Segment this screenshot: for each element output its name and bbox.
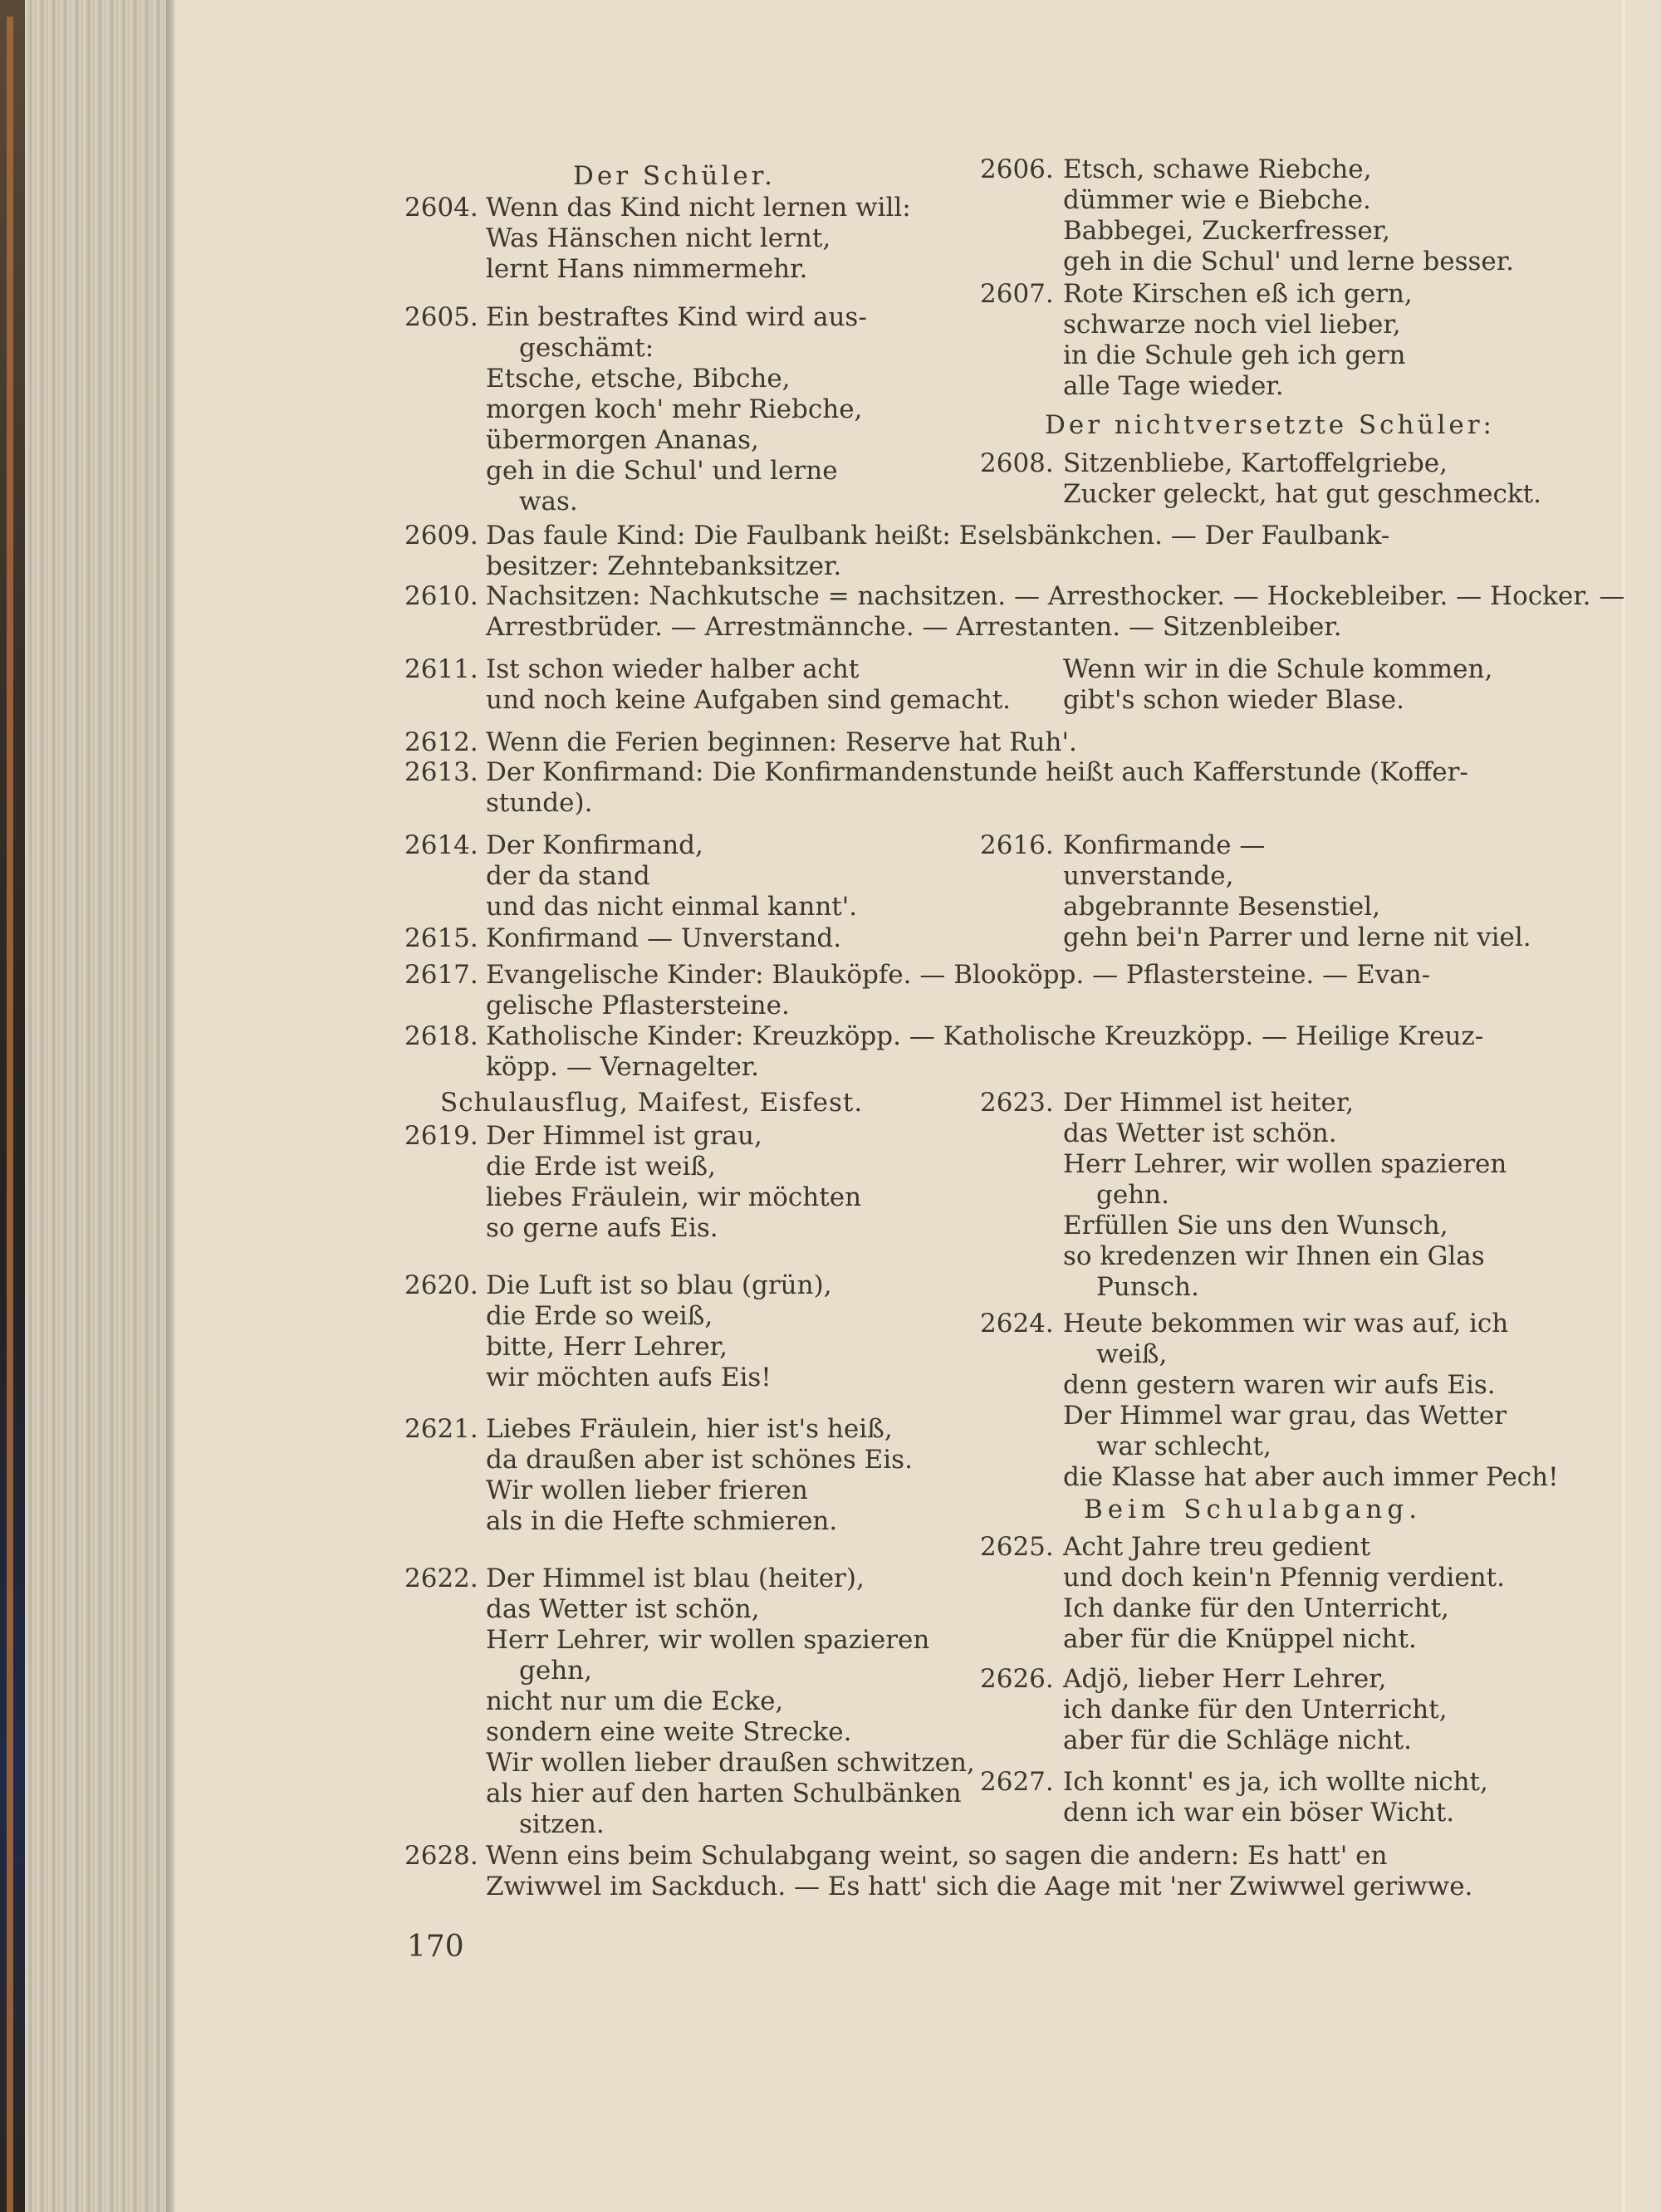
verse-line: was. [519, 487, 578, 516]
verse-line: sondern eine weite Strecke. [486, 1717, 852, 1747]
page-stack-edge [25, 0, 173, 2212]
verse-line: übermorgen Ananas, [486, 425, 759, 455]
verse-line: ich danke für den Unterricht, [1063, 1695, 1448, 1725]
prose-line: Das faule Kind: Die Faulbank heißt: Eselsbänkchen. — Der Faulbank- [486, 521, 1390, 551]
verse-line: Babbegei, Zuckerfresser, [1063, 216, 1390, 246]
verse-line: lernt Hans nimmermehr. [486, 254, 808, 284]
verse-line: geh in die Schul' und lerne besser. [1063, 247, 1515, 276]
entry-text [486, 1121, 861, 1244]
verse-line: Acht Jahre treu gedient [1063, 1532, 1371, 1562]
entry-number: 2619. [404, 1121, 478, 1151]
verse-line: und noch keine Aufgaben sind gemacht. [486, 685, 1012, 715]
entry-text [486, 1414, 913, 1537]
verse-line: wir möchten aufs Eis! [486, 1363, 772, 1392]
verse-line: da draußen aber ist schönes Eis. [486, 1445, 913, 1475]
entry-number: 2605. [404, 302, 478, 332]
verse-line: Was Hänschen nicht lernt, [486, 223, 831, 253]
verse-line: Adjö, lieber Herr Lehrer, [1063, 1664, 1387, 1694]
verse-line: Ich konnt' es ja, ich wollte nicht, [1063, 1767, 1488, 1797]
heading-der-schueler: Der Schüler. [573, 161, 776, 191]
entry-number: 2608. [980, 448, 1054, 478]
verse-line: Ich danke für den Unterricht, [1063, 1593, 1449, 1623]
entry-text [1063, 1309, 1559, 1493]
verse-line: in die Schule geh ich gern [1063, 340, 1406, 370]
verse-line: Wir wollen lieber frieren [486, 1475, 808, 1505]
page-number: 170 [407, 1930, 464, 1964]
entry-number: 2625. [980, 1532, 1054, 1562]
verse-line: bitte, Herr Lehrer, [486, 1332, 728, 1362]
verse-line: Etsche, etsche, Bibche, [486, 364, 791, 394]
verse-line: die Erde so weiß, [486, 1301, 713, 1331]
heading-nichtversetzt: Der nichtversetzte Schüler: [1045, 410, 1495, 440]
prose-line: Wenn eins beim Schulabgang weint, so sagen die andern: Es hatt' en [486, 1841, 1388, 1871]
entry-number: 2628. [404, 1841, 478, 1871]
entry-text [486, 581, 1624, 643]
entry-number: 2623. [980, 1088, 1054, 1118]
entry-number: 2626. [980, 1664, 1054, 1694]
entry-number: 2609. [404, 521, 478, 551]
verse-line: Der Himmel ist grau, [486, 1121, 762, 1151]
verse-line: Heute bekommen wir was auf, ich [1063, 1309, 1509, 1338]
heading-schulausflug: Schulausflug, Maifest, Eisfest. [440, 1088, 864, 1118]
verse-line: Herr Lehrer, wir wollen spazieren [486, 1625, 930, 1655]
entry-text [1063, 830, 1531, 953]
entry-number: 2622. [404, 1564, 478, 1593]
entry-number: 2616. [980, 830, 1054, 860]
prose-line: gelische Pflastersteine. [486, 991, 790, 1020]
verse-line: so gerne aufs Eis. [486, 1213, 718, 1243]
entry-number: 2611. [404, 654, 478, 684]
verse-line: abgebrannte Besenstiel, [1063, 892, 1380, 922]
verse-line: nicht nur um die Ecke, [486, 1686, 784, 1716]
verse-line: als hier auf den harten Schulbänken [486, 1779, 962, 1808]
verse-line: Liebes Fräulein, hier ist's heiß, [486, 1414, 893, 1444]
prose-line: Zwiwwel im Sackduch. — Es hatt' sich die Aage mit 'ner Zwiwwel geriwwe. [486, 1872, 1473, 1901]
entry-text-right [1063, 654, 1492, 716]
verse-line: dümmer wie e Biebche. [1063, 185, 1371, 215]
entry-text [486, 193, 911, 285]
verse-line: die Klasse hat aber auch immer Pech! [1063, 1462, 1559, 1492]
verse-line: gehn bei'n Parrer und lerne nit viel. [1063, 922, 1531, 952]
prose-line: Der Konfirmand: Die Konfirmandenstunde heißt auch Kafferstunde (Koffer- [486, 757, 1468, 787]
entry-number: 2604. [404, 193, 478, 223]
verse-line: war schlecht, [1096, 1431, 1271, 1461]
verse-line: Etsch, schawe Riebche, [1063, 154, 1372, 184]
entry-number: 2613. [404, 757, 478, 787]
verse-line: Wenn wir in die Schule kommen, [1063, 654, 1493, 684]
verse-line: Herr Lehrer, wir wollen spazieren [1063, 1149, 1507, 1179]
entry-number: 2614. [404, 830, 478, 860]
entry-number: 2627. [980, 1767, 1054, 1797]
verse-line: Der Konfirmand, [486, 830, 703, 860]
entry-number: 2615. [404, 923, 478, 953]
verse-line: Ein bestraftes Kind wird aus- [486, 302, 867, 332]
entry-text [1063, 279, 1413, 402]
verse-line: sitzen. [519, 1809, 605, 1839]
entry-text [486, 960, 1430, 1021]
verse-line: Punsch. [1096, 1272, 1199, 1302]
verse-line: Wenn das Kind nicht lernen will: [486, 193, 911, 223]
entry-number: 2612. [404, 727, 478, 757]
verse-line: Der Himmel war grau, das Wetter [1063, 1401, 1507, 1431]
verse-line: aber für die Schläge nicht. [1063, 1725, 1412, 1755]
verse-line: Der Himmel ist heiter, [1063, 1088, 1355, 1118]
entry-text [486, 727, 1077, 758]
heading-schulabgang: Beim Schulabgang. [1084, 1495, 1423, 1524]
verse-line: morgen koch' mehr Riebche, [486, 394, 863, 424]
entry-number: 2617. [404, 960, 478, 990]
verse-line: Erfüllen Sie uns den Wunsch, [1063, 1211, 1448, 1241]
verse-line: gibt's schon wieder Blase. [1063, 685, 1405, 715]
verse-line: der da stand [486, 861, 650, 891]
entry-text [486, 1021, 1483, 1083]
verse-line: unverstande, [1063, 861, 1234, 891]
verse-line: geschämt: [519, 333, 654, 363]
entry-text [1063, 1767, 1488, 1828]
prose-line: besitzer: Zehntebanksitzer. [486, 551, 842, 581]
prose-line: stunde). [486, 788, 593, 818]
entry-number: 2624. [980, 1309, 1054, 1338]
prose-line: Evangelische Kinder: Blauköpfe. — Blooköpp. — Pflastersteine. — Evan- [486, 960, 1431, 990]
entry-text [486, 830, 857, 922]
verse-line: denn ich war ein böser Wicht. [1063, 1798, 1455, 1828]
verse-line: als in die Hefte schmieren. [486, 1506, 838, 1536]
entry-text [1063, 1532, 1505, 1655]
entry-text [486, 923, 841, 954]
entry-number: 2618. [404, 1021, 478, 1051]
prose-line: Nachsitzen: Nachkutsche = nachsitzen. — Arresthocker. — Hockebleiber. — Hocker. — [486, 581, 1625, 611]
verse-line: Zucker geleckt, hat gut geschmeckt. [1063, 479, 1541, 509]
entry-text [486, 1841, 1472, 1902]
entry-text [1063, 154, 1514, 277]
book-cover-stripe [7, 17, 13, 2212]
verse-line: Konfirmand — Unverstand. [486, 923, 842, 953]
verse-line: das Wetter ist schön, [486, 1594, 760, 1624]
entry-number: 2621. [404, 1414, 478, 1444]
verse-line: so kredenzen wir Ihnen ein Glas [1063, 1241, 1485, 1271]
entry-number: 2607. [980, 279, 1054, 309]
verse-line: Der Himmel ist blau (heiter), [486, 1564, 865, 1593]
verse-line: Sitzenbliebe, Kartoffelgriebe, [1063, 448, 1448, 478]
page-right-crease [1619, 0, 1628, 2212]
verse-line: die Erde ist weiß, [486, 1152, 716, 1182]
verse-line: aber für die Knüppel nicht. [1063, 1624, 1417, 1654]
verse-line: liebes Fräulein, wir möchten [486, 1182, 862, 1212]
entry-number: 2620. [404, 1270, 478, 1300]
verse-line: Ist schon wieder halber acht [486, 654, 860, 684]
verse-line: Wir wollen lieber draußen schwitzen, [486, 1748, 975, 1778]
verse-line: Konfirmande — [1063, 830, 1266, 860]
entry-text-left [486, 654, 1011, 716]
entry-number: 2606. [980, 154, 1054, 184]
verse-line: gehn. [1096, 1180, 1169, 1210]
verse-line: und das nicht einmal kannt'. [486, 892, 858, 922]
verse-line: alle Tage wieder. [1063, 371, 1284, 401]
prose-line: Katholische Kinder: Kreuzköpp. — Katholische Kreuzköpp. — Heilige Kreuz- [486, 1021, 1484, 1051]
entry-text [486, 1564, 975, 1840]
verse-line: schwarze noch viel lieber, [1063, 310, 1401, 340]
entry-text [486, 521, 1389, 582]
prose-line: köpp. — Vernagelter. [486, 1052, 760, 1082]
prose-line: Wenn die Ferien beginnen: Reserve hat Ruh'. [486, 727, 1077, 757]
verse-line: Rote Kirschen eß ich gern, [1063, 279, 1413, 309]
entry-number: 2610. [404, 581, 478, 611]
entry-text [1063, 448, 1541, 510]
verse-line: gehn, [519, 1656, 592, 1686]
verse-line: weiß, [1096, 1339, 1168, 1369]
prose-line: Arrestbrüder. — Arrestmännche. — Arrestanten. — Sitzenbleiber. [486, 612, 1342, 642]
entry-text [1063, 1088, 1507, 1303]
verse-line: geh in die Schul' und lerne [486, 456, 838, 486]
verse-line: das Wetter ist schön. [1063, 1118, 1337, 1148]
entry-text [486, 302, 867, 517]
verse-line: und doch kein'n Pfennig verdient. [1063, 1563, 1505, 1593]
entry-text [486, 1270, 832, 1393]
verse-line: denn gestern waren wir aufs Eis. [1063, 1370, 1496, 1400]
verse-line: Die Luft ist so blau (grün), [486, 1270, 832, 1300]
entry-text [486, 757, 1468, 819]
entry-text [1063, 1664, 1448, 1756]
